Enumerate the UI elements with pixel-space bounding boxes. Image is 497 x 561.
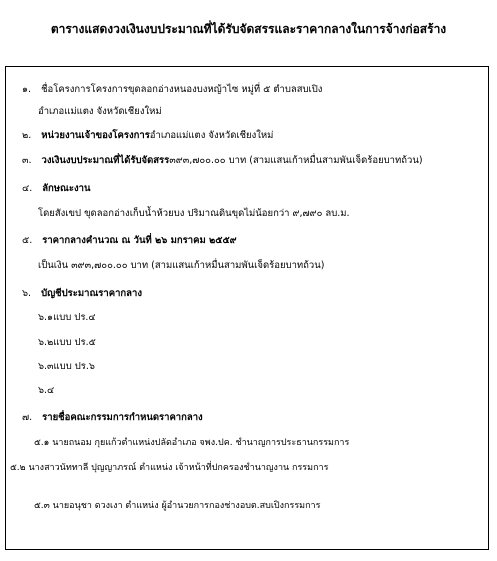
- item-5-row: [22, 235, 237, 247]
- item-4-continuation: โดยสังเขป ขุดลอกอ่างเก็บน้ำห้วยบง ปริมาณดินขุดไม่น้อยกว่า ๙,๗๙๐ ลบ.ม.: [38, 208, 350, 219]
- item-6-number: ๖.: [22, 288, 32, 299]
- item-2-number: ๒.: [22, 130, 32, 141]
- item-2-label: หน่วยงานเจ้าของโครงการ: [41, 130, 150, 141]
- item-6-sub-4: ๖.๔: [38, 385, 55, 396]
- item-5-number: ๕.: [22, 235, 33, 246]
- committee-member-1: ๕.๑ นายถนอม กุยแก้วตำแหน่งปลัดอำเภอ จพง.ปค. ชำนาญการประธานกรรมการ: [34, 438, 350, 448]
- item-6-sub-1: ๖.๑แบบ ปร.๔: [38, 312, 96, 323]
- item-3-row: [22, 155, 423, 167]
- item-3-text: ๓๙๓,๗๐๐.๐๐ บาท (สามแสนเก้าหมื่นสามพันเจ็ดร้อยบาทถ้วน): [169, 155, 423, 166]
- item-6-sub-2: ๖.๒แบบ ปร.๕: [38, 337, 96, 348]
- item-1-row: [22, 84, 322, 96]
- item-1-continuation: อำเภอแม่แตง จังหวัดเชียงใหม่: [38, 106, 162, 117]
- item-6-row: [22, 288, 142, 300]
- committee-member-2: ๕.๒ นางสาวนัททาลี ปุญญาภรณ์ ตำแหน่ง เจ้าหน้าที่ปกครองชำนาญงาน กรรมการ: [10, 463, 329, 473]
- item-4-label: ลักษณะงาน: [42, 183, 91, 194]
- item-7-number: ๗.: [22, 412, 33, 423]
- document-title: ตารางแสดงวงเงินงบประมาณที่ได้รับจัดสรรและราคากลางในการจ้างก่อสร้าง: [50, 22, 447, 36]
- item-5-continuation: เป็นเงิน ๓๙๓,๗๐๐.๐๐ บาท (สามแสนเก้าหมื่นสามพันเจ็ดร้อยบาทถ้วน): [38, 260, 325, 271]
- item-7-label: รายชื่อคณะกรรมการกำหนดราคากลาง: [42, 412, 203, 423]
- item-1-text: ชื่อโครงการโครงการขุดลอกอ่างหนองบงหญ้าไซ หมู่ที่ ๕ ตำบลสบเปิง: [41, 84, 323, 95]
- item-2-row: [22, 130, 273, 142]
- item-4-number: ๔.: [22, 183, 33, 194]
- item-7-row: [22, 412, 203, 424]
- item-5-label: ราคากลางคำนวณ ณ วันที่ ๒๖ มกราคม ๒๕๕๙: [42, 235, 237, 246]
- committee-member-3: ๕.๓ นายอนุชา ดวงเงา ตำแหน่ง ผู้อำนวยการกองช่างอบต.สบเปิงกรรมการ: [34, 501, 321, 511]
- item-4-row: [22, 183, 90, 195]
- item-3-label: วงเงินงบประมาณที่ได้รับจัดสรร: [41, 155, 170, 166]
- item-3-number: ๓.: [22, 155, 32, 166]
- item-6-label: บัญชีประมาณราคากลาง: [41, 288, 142, 299]
- item-1-number: ๑.: [22, 84, 32, 95]
- item-6-sub-3: ๖.๓แบบ ปร.๖: [38, 361, 95, 372]
- item-2-text: อำเภอแม่แตง จังหวัดเชียงใหม่: [149, 130, 274, 141]
